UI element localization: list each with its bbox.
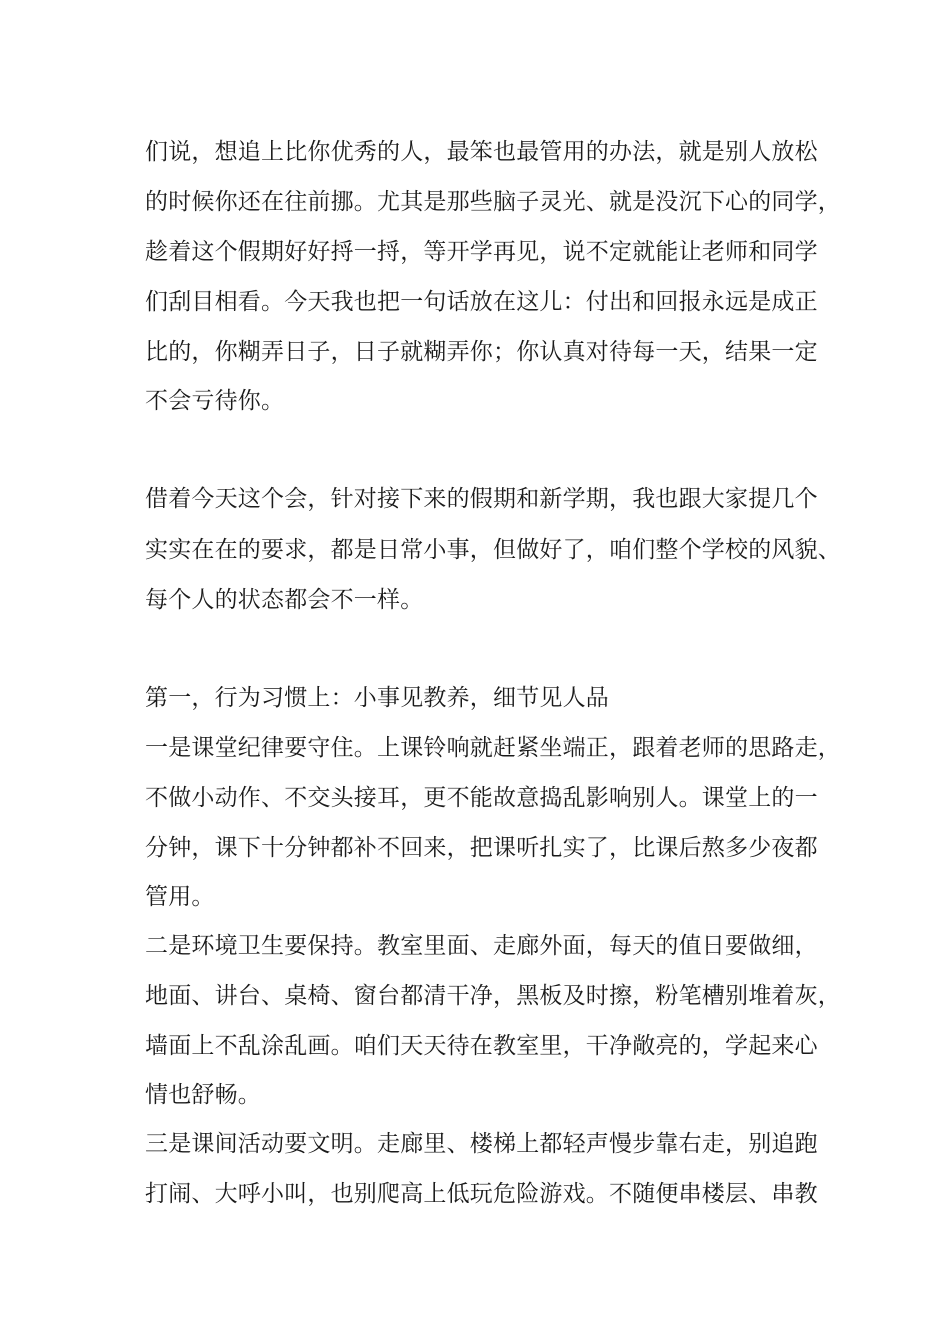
paragraph-1-line-6: 不会亏待你。 (145, 388, 285, 414)
paragraph-2-line-3: 每个人的状态都会不一样。 (145, 587, 424, 613)
paragraph-1-line-4: 们刮目相看。今天我也把一句话放在这儿：付出和回报永远是成正 (145, 289, 818, 315)
item-1-line-2: 不做小动作、不交头接耳，更不能故意捣乱影响别人。课堂上的一 (145, 785, 818, 811)
item-2-line-2: 地面、讲台、桌椅、窗台都清干净，黑板及时擦，粉笔槽别堆着灰， (145, 983, 841, 1009)
item-1-line-4: 管用。 (145, 884, 215, 910)
paragraph-1-line-3: 趁着这个假期好好捋一捋，等开学再见，说不定就能让老师和同学 (145, 239, 818, 265)
item-2-line-1: 二是环境卫生要保持。教室里面、走廊外面，每天的值日要做细， (145, 933, 818, 959)
paragraph-1-line-1: 们说，想追上比你优秀的人，最笨也最管用的办法，就是别人放松 (145, 139, 818, 165)
section-heading: 第一，行为习惯上：小事见教养，细节见人品 (145, 685, 609, 711)
paragraph-1-line-5: 比的，你糊弄日子，日子就糊弄你；你认真对待每一天，结果一定 (145, 339, 818, 365)
item-1-line-3: 分钟，课下十分钟都补不回来，把课听扎实了，比课后熬多少夜都 (145, 835, 818, 861)
item-2-line-4: 情也舒畅。 (145, 1082, 261, 1108)
item-3-line-1: 三是课间活动要文明。走廊里、楼梯上都轻声慢步靠右走，别追跑 (145, 1131, 818, 1157)
paragraph-1-line-2: 的时候你还在往前挪。尤其是那些脑子灵光、就是没沉下心的同学， (145, 189, 841, 215)
item-1-line-1: 一是课堂纪律要守住。上课铃响就赶紧坐端正，跟着老师的思路走， (145, 735, 841, 761)
paragraph-2-line-2: 实实在在的要求，都是日常小事，但做好了，咱们整个学校的风貌、 (145, 537, 841, 563)
paragraph-2-line-1: 借着今天这个会，针对接下来的假期和新学期，我也跟大家提几个 (145, 486, 818, 512)
item-2-line-3: 墙面上不乱涂乱画。咱们天天待在教室里，干净敞亮的，学起来心 (145, 1033, 818, 1059)
item-3-line-2: 打闹、大呼小叫，也别爬高上低玩危险游戏。不随便串楼层、串教 (145, 1181, 818, 1207)
